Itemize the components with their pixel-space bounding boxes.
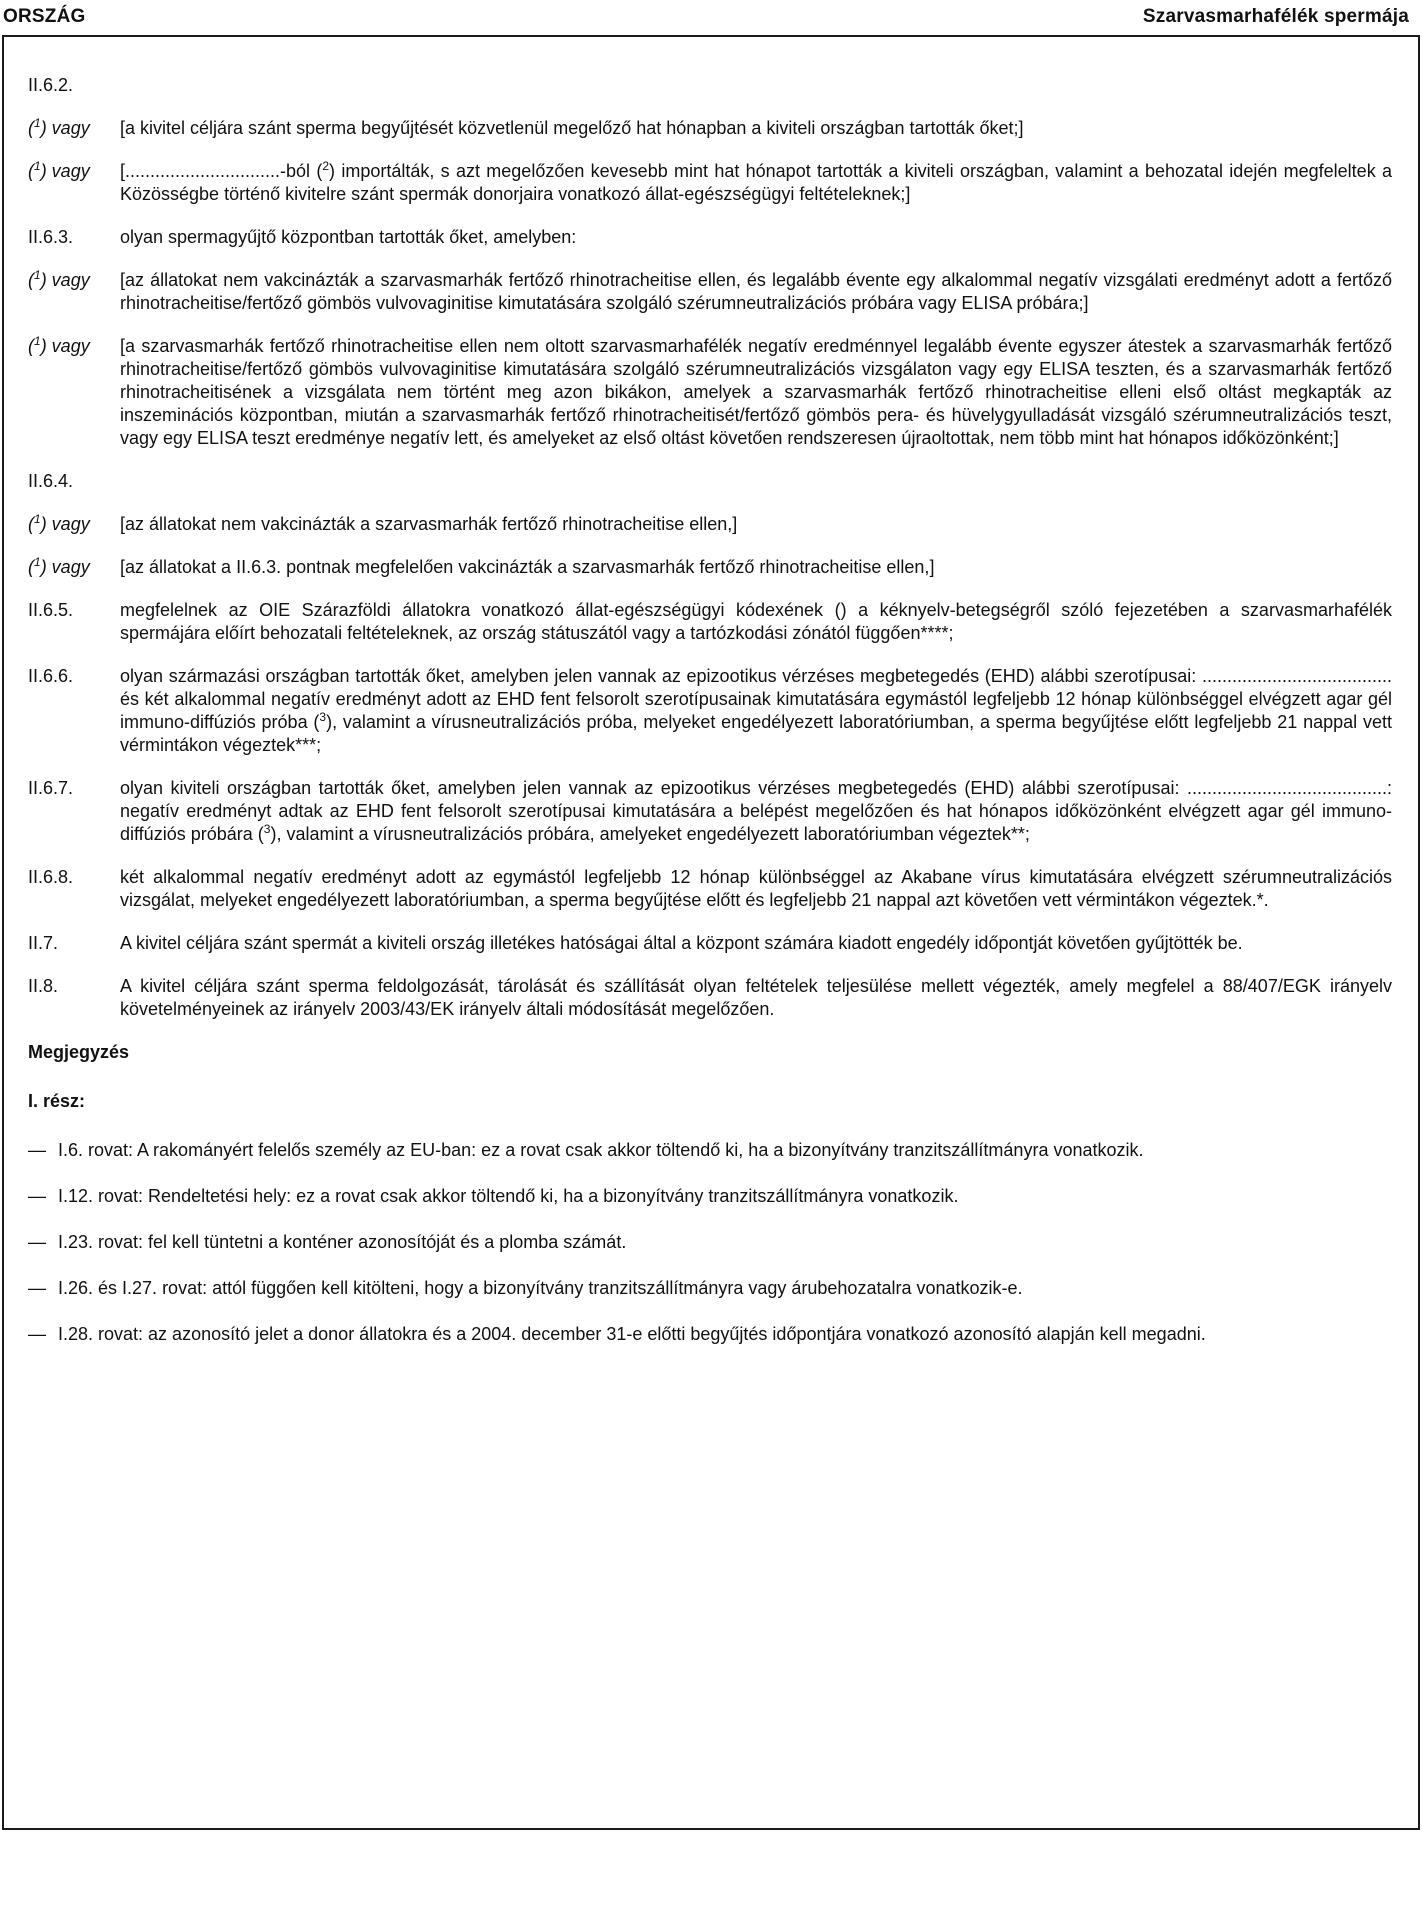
clause-label: II.6.5.: [28, 600, 74, 620]
clause-label: II.6.7.: [28, 778, 74, 798]
clause-text: olyan származási országban tartották őket, amelyben jelen vannak az epizootikus vérzéses megbetegedés (EHD) alábbi szerotípusai: ...................................... és két alkalommal negatív eredményt adott az EHD fent felsorolt szerotípusainak kimutatására egymástól legfeljebb 12 hónap különbséggel elvégzett agar gél immuno-diffúziós próba ($^3$), valamint a vírusneutralizációs próba, melyeket engedélyezett laboratóriumban, a sperma begyűjtése előtt legfeljebb 21 nappal vett vérmintákon végeztek***;: [120, 666, 1392, 755]
clause-text: [a kivitel céljára szánt sperma begyűjtését közvetlenül megelőző hat hónapban a kiviteli országban tartották őket;]: [120, 118, 1024, 138]
clause-label: II.6.6.: [28, 666, 74, 686]
clause-label: II.7.: [28, 933, 59, 953]
clause-row: [28, 665, 1392, 757]
clause-label: ($^1$) vagy: [28, 268, 90, 290]
clause-row: [28, 777, 1392, 846]
clause-text: [a szarvasmarhák fertőző rhinotracheitise ellen nem oltott szarvasmarhafélék negatív eredménnyel legalább évente egyszer átestek a szarvasmarhák fertőző rhinotracheitise/fertőző gömbös vulvovaginitise kimutatására szolgáló szérumneutralizációs vizsgálaton vagy egy ELISA teszten, és a szarvasmarhák fertőző rhinotracheitisének a vizsgálata nem történt meg azon bikákon, amelyek a szarvasmarhák fertőző rhinotracheitise elleni első oltást megkapták az inszeminációs központban, miután a szarvasmarhák fertőző rhinotracheitisét/fertőző gömbös pera- és hüvelygyulladását vizsgáló szérumneutralizációs teszt, vagy egy ELISA teszt eredménye negatív lett, és amelyeket az első oltást követően rendszeresen újraoltottak, nem több mint hat hónapos időközönként;]: [120, 336, 1392, 448]
clause-text: két alkalommal negatív eredményt adott az egymástól legfeljebb 12 hónap különbséggel az Akabane vírus kimutatására elvégzett szérumneutralizációs vizsgálat, melyeket engedélyezett laboratóriumban, a sperma begyűjtése előtt és legfeljebb 21 nappal azt követően vett vérmintákon végeztek.*.: [120, 867, 1392, 910]
clause-label: II.6.2.: [28, 75, 74, 95]
dash-marker: —: [28, 1278, 46, 1298]
clause-label: II.6.8.: [28, 867, 74, 887]
note-item: [28, 1185, 1392, 1208]
note-text: I.12. rovat: Rendeltetési hely: ez a rovat csak akkor töltendő ki, ha a bizonyítvány tranzitszállítmányra vonatkozik.: [58, 1186, 959, 1206]
note-item: [28, 1231, 1392, 1254]
note-text: I.28. rovat: az azonosító jelet a donor állatokra és a 2004. december 31-e előtti begyűjtés időpontjára vonatkozó azonosító alapján kell megadni.: [58, 1324, 1206, 1344]
clause-text: olyan kiviteli országban tartották őket, amelyben jelen vannak az epizootikus vérzéses megbetegedés (EHD) alábbi szerotípusai: ........................................: negatív eredményt adtak az EHD fent felsorolt szerotípusai kimutatására a belépést megelőzően és hat hónapos időközönként elvégzett agar gél immuno-diffúziós próbára ($^3$), valamint a vírusneutralizációs próbára, amelyeket engedélyezett laboratóriumban végeztek**;: [120, 778, 1392, 844]
clause-row: [28, 866, 1392, 912]
clause-text: [...............................-ból ($^2$) importálták, s azt megelőzően kevesebb mint hat hónapot tartották a kiviteli országban, valamint a behozatal idején megfeleltek a Közösségbe történő kivitelre szánt spermák donorjaira vonatkozó állat-egészségügyi feltételeknek;]: [120, 159, 1393, 204]
clause-text: A kivitel céljára szánt sperma feldolgozását, tárolását és szállítását olyan feltételek teljesülése mellett végezték, amely megfelel a 88/407/EGK irányelv követelményeinek az irányelv 2003/43/EK irányelv általi módosítását megelőzően.: [120, 976, 1392, 1019]
clause-row: [28, 556, 1392, 579]
dash-marker: —: [28, 1232, 46, 1252]
clause-row: [28, 335, 1392, 450]
clause-text: [120, 470, 1392, 493]
clause-row: [28, 470, 1392, 493]
clause-row: [28, 226, 1392, 249]
clause-row: [28, 269, 1392, 315]
note-text: I.23. rovat: fel kell tüntetni a konténer azonosítóját és a plomba számát.: [58, 1232, 627, 1252]
header-title: Szarvasmarhafélék spermája: [1142, 6, 1409, 27]
clause-text: [az állatokat a II.6.3. pontnak megfelelően vakcinázták a szarvasmarhák fertőző rhinotracheitise ellen,]: [120, 557, 935, 577]
clause-text: [az állatokat nem vakcinázták a szarvasmarhák fertőző rhinotracheitise ellen, és legalább évente egy alkalommal negatív vizsgálati eredményt adott a fertőző rhinotracheitise/fertőző gömbös vulvovaginitise kimutatására szolgáló szérumneutralizációs próbára vagy ELISA próbára;]: [120, 270, 1392, 313]
clause-text: [120, 74, 1392, 97]
dash-marker: —: [28, 1140, 46, 1160]
dash-marker: —: [28, 1186, 46, 1206]
clause-row: [28, 160, 1392, 206]
clause-row: [28, 975, 1392, 1021]
clause-label: II.6.4.: [28, 471, 74, 491]
note-item: [28, 1139, 1392, 1162]
clause-row: [28, 117, 1392, 140]
clause-label: ($^1$) vagy: [28, 334, 90, 356]
clause-label: ($^1$) vagy: [28, 116, 90, 138]
clause-row: [28, 932, 1392, 955]
clause-label: II.6.3.: [28, 227, 74, 247]
note-text: I.26. és I.27. rovat: attól függően kell kitölteni, hogy a bizonyítvány tranzitszállítmányra vagy árubehozatalra vonatkozik-e.: [58, 1278, 1023, 1298]
note-item: [28, 1323, 1392, 1346]
document-body: [28, 74, 1392, 1369]
clause-row: [28, 513, 1392, 536]
clause-label: ($^1$) vagy: [28, 512, 90, 534]
clause-row: [28, 74, 1392, 97]
clause-text: megfelelnek az OIE Szárazföldi állatokra vonatkozó állat-egészségügyi kódexének () a kéknyelv-betegségről szóló fejezetében a szarvasmarhafélék spermájára előírt behozatali feltételeknek, az ország státuszától vagy a tartózkodási zónától függően****;: [120, 600, 1392, 643]
clause-text: A kivitel céljára szánt spermát a kiviteli ország illetékes hatóságai által a központ számára kiadott engedély időpontját követően gyűjtötték be.: [120, 933, 1243, 953]
clause-label: II.8.: [28, 976, 59, 996]
clause-row: [28, 599, 1392, 645]
clause-label: ($^1$) vagy: [28, 159, 90, 181]
clause-text: olyan spermagyűjtő központban tartották őket, amelyben:: [120, 227, 577, 247]
dash-marker: —: [28, 1324, 46, 1344]
page-header: [0, 0, 1422, 34]
clause-text: [az állatokat nem vakcinázták a szarvasmarhák fertőző rhinotracheitise ellen,]: [120, 514, 738, 534]
clause-label: ($^1$) vagy: [28, 555, 90, 577]
note-item: [28, 1277, 1392, 1300]
header-country: ORSZÁG: [3, 6, 86, 27]
notes-title: Megjegyzés: [28, 1042, 130, 1062]
note-text: I.6. rovat: A rakományért felelős személy az EU-ban: ez a rovat csak akkor töltendő ki, ha a bizonyítvány tranzitszállítmányra vonatkozik.: [58, 1140, 1144, 1160]
notes-part-heading: I. rész:: [28, 1091, 86, 1111]
